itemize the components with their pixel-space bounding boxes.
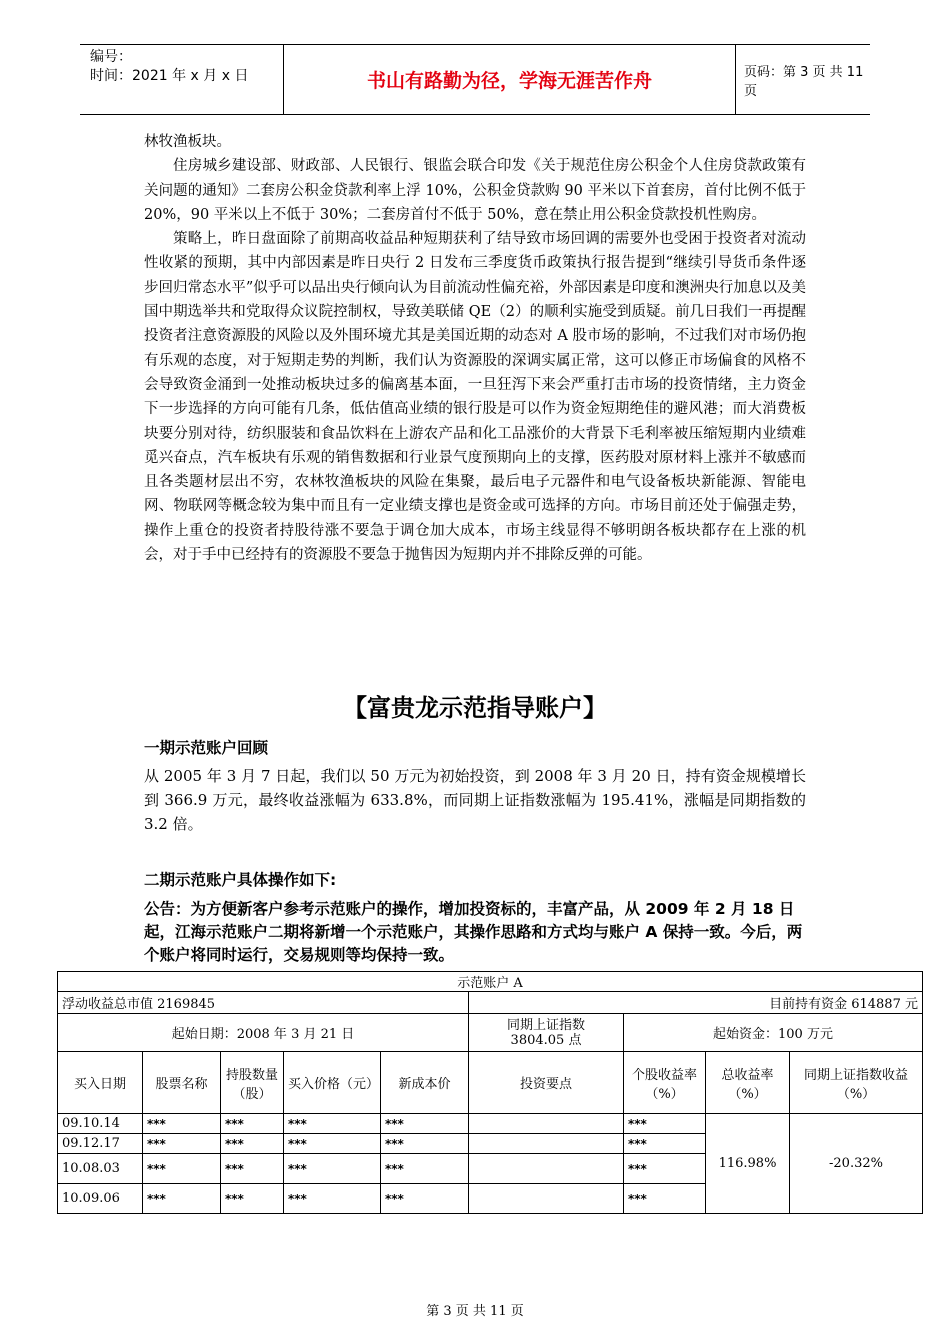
col-header-buy-price: 买入价格（元） xyxy=(284,1052,381,1114)
row-date: 10.08.03 xyxy=(58,1154,143,1184)
row-shares: *** xyxy=(221,1114,284,1134)
row-price: *** xyxy=(284,1154,381,1184)
row-name: *** xyxy=(143,1134,221,1154)
paragraph-3: 策略上，昨日盘面除了前期高收益品种短期获利了结导致市场回调的需要外也受困于投资者对流动性收紧的预期，其中内部因素是昨日央行 2 日发布三季度货币政策执行报告提到“继续引导货币条件逐步回归常态水平”似乎可以品出央行倾向认为目前流动性偏充裕，外部因素是印度和澳洲央行加息以及美国中期选举共和党取得众议院控制权，导致美联储 QE（2）的顺利实施受到质疑。前几日我们一再提醒投资者注意资源股的风险以及外围环境尤其是美国近期的动态对 A 股市场的影响，不过我们对市场仍抱有乐观的态度，对于短期走势的判断，我们认为资源股的深调实属正常，这可以修正市场偏食的风格不会导致资金涌到一处推动板块过多的偏离基本面，一旦狂泻下来会严重打击市场的投资情绪，主力资金下一步选择的方向可能有几条，低估值高业绩的银行股是可以作为资金短期绝佳的避风港；而大消费板块要分别对待，纺织服装和食品饮料在上游农产品和化工品涨价的大背景下毛利率被压缩短期内业绩难觅兴奋点，汽车板块有乐观的销售数据和行业景气度预期向上的支撑，医药股对原材料上涨并不敏感而且各类题材层出不穷，农林牧渔板块的风险在集聚，最后电子元器件和电气设备板块新能源、智能电网、物联网等概念较为集中而且有一定业绩支撑也是资金或可选择的方向。市场目前还处于偏强走势，操作上重仓的投资者持股待涨不要急于调仓加大成本，市场主线显得不够明朗各板块都存在上涨的机会，对于手中已经持有的资源股不要急于抛售因为短期内并不排除反弹的可能。 xyxy=(144,231,806,564)
float-value: 浮动收益总市值 2169845 xyxy=(58,992,469,1014)
body-text xyxy=(144,130,806,567)
index-return: -20.32% xyxy=(790,1114,923,1214)
review-section xyxy=(144,736,806,836)
header-meta xyxy=(80,45,284,114)
row-price: *** xyxy=(284,1114,381,1134)
row-points xyxy=(469,1184,624,1214)
index-value: 3804.05 点 xyxy=(510,1032,582,1048)
table-title: 示范账户 A xyxy=(58,972,923,992)
review-heading: 一期示范账户回顾 xyxy=(144,739,269,757)
row-name: *** xyxy=(143,1184,221,1214)
notice-text: 公告：为方便新客户参考示范账户的操作，增加投资标的，丰富产品，从 2009 年 2 月 18 日起，江海示范账户二期将新增一个示范账户，其操作思路和方式均与账户 A 保持一致。今后，两个账户将同时运行，交易规则等均保持一致。 xyxy=(144,900,803,964)
col-header-index-return: 同期上证指数收益（%） xyxy=(790,1052,923,1114)
row-return: *** xyxy=(624,1154,706,1184)
second-heading: 二期示范账户具体操作如下: xyxy=(144,871,337,889)
row-return: *** xyxy=(624,1134,706,1154)
row-cost: *** xyxy=(381,1114,469,1134)
row-cost: *** xyxy=(381,1134,469,1154)
row-points xyxy=(469,1154,624,1184)
row-date: 10.09.06 xyxy=(58,1184,143,1214)
page-footer: 第 3 页 共 11 页 xyxy=(426,1304,524,1319)
second-section xyxy=(144,868,806,967)
current-funds: 目前持有资金 614887 元 xyxy=(469,992,923,1014)
paragraph-1: 林牧渔板块。 xyxy=(144,134,231,150)
section-title: 【富贵龙示范指导账户】 xyxy=(343,694,607,722)
total-return: 116.98% xyxy=(706,1114,790,1214)
row-points xyxy=(469,1134,624,1154)
row-date: 09.10.14 xyxy=(58,1114,143,1134)
row-date: 09.12.17 xyxy=(58,1134,143,1154)
row-shares: *** xyxy=(221,1184,284,1214)
header-page-info: 页码：第 3 页 共 11 页 xyxy=(744,64,864,99)
col-header-stock-return: 个股收益率（%） xyxy=(624,1052,706,1114)
paragraph-2: 住房城乡建设部、财政部、人民银行、银监会联合印发《关于规范住房公积金个人住房贷款政策有关问题的通知》二套房公积金贷款利率上浮 10%，公积金贷款购 90 平米以下首套房，首付比例不低于 20%，90 平米以上不低于 30%；二套房首付不低于 50%，意在禁止用公积金贷款投机性购房。 xyxy=(144,158,806,223)
account-table xyxy=(57,971,923,1214)
header-motto: 书山有路勤为径，学海无涯苦作舟 xyxy=(284,45,736,114)
start-funds: 起始资金：100 万元 xyxy=(624,1014,923,1052)
col-header-new-cost: 新成本价 xyxy=(381,1052,469,1114)
col-header-buy-date: 买入日期 xyxy=(58,1052,143,1114)
table-row xyxy=(58,1114,923,1134)
row-shares: *** xyxy=(221,1154,284,1184)
row-cost: *** xyxy=(381,1184,469,1214)
col-header-total-return: 总收益率（%） xyxy=(706,1052,790,1114)
index-cell xyxy=(469,1014,624,1052)
page-header xyxy=(80,44,870,115)
row-return: *** xyxy=(624,1184,706,1214)
index-label: 同期上证指数 xyxy=(506,1017,585,1033)
row-shares: *** xyxy=(221,1134,284,1154)
row-price: *** xyxy=(284,1134,381,1154)
col-header-key-points: 投资要点 xyxy=(469,1052,624,1114)
doc-time-label: 时间：2021 年 x 月 x 日 xyxy=(90,68,249,84)
col-header-shares: 持股数量（股） xyxy=(221,1052,284,1114)
row-points xyxy=(469,1114,624,1134)
row-return: *** xyxy=(624,1114,706,1134)
review-text: 从 2005 年 3 月 7 日起，我们以 50 万元为初始投资，到 2008 年 3 月 20 日，持有资金规模增长到 366.9 万元，最终收益涨幅为 633.8%，而同期上证指数涨幅为 195.41%，涨幅是同期指数的 3.2 倍。 xyxy=(144,767,806,833)
doc-number-label: 编号： xyxy=(90,49,132,65)
start-date: 起始日期：2008 年 3 月 21 日 xyxy=(58,1014,469,1052)
row-price: *** xyxy=(284,1184,381,1214)
row-name: *** xyxy=(143,1114,221,1134)
col-header-stock-name: 股票名称 xyxy=(143,1052,221,1114)
row-name: *** xyxy=(143,1154,221,1184)
row-cost: *** xyxy=(381,1154,469,1184)
